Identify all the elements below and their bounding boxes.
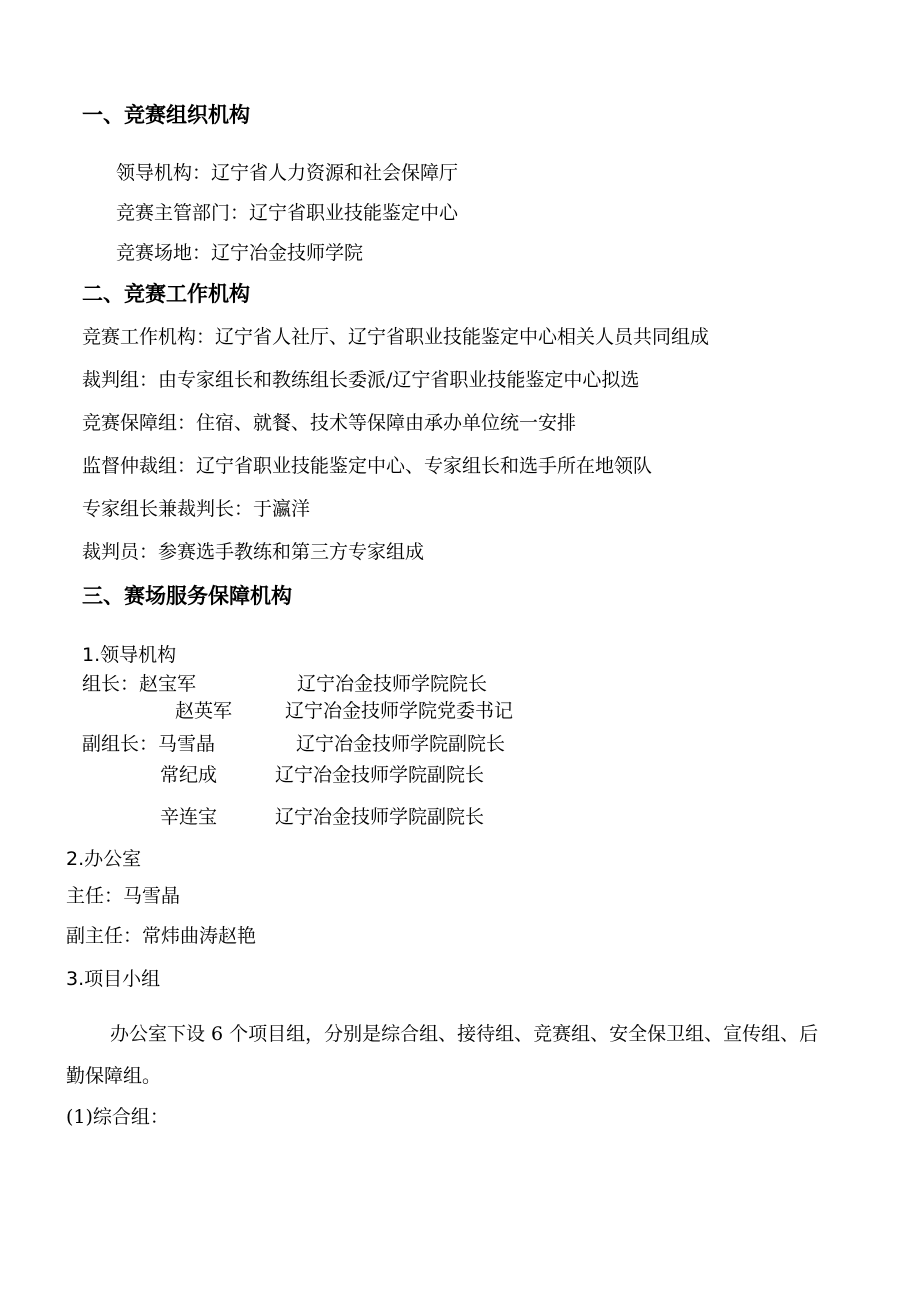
chief-referee-line: 专家组长兼裁判长：于瀛洋: [82, 498, 311, 520]
deputy-leader-name: 常纪成: [160, 764, 218, 786]
deputy-leader-title: 辽宁冶金技师学院副院长: [275, 764, 485, 786]
deputy-leader-name: 辛连宝: [160, 806, 218, 828]
office-deputy-line: 副主任：常炜曲涛赵艳: [66, 925, 257, 947]
arbitration-group-line: 监督仲裁组：辽宁省职业技能鉴定中心、专家组长和选手所在地领队: [82, 455, 653, 477]
deputy-leader-title: 辽宁冶金技师学院副院长: [275, 806, 485, 828]
leader-title: 辽宁冶金技师学院院长: [297, 673, 488, 695]
competition-department-line: 竞赛主管部门：辽宁省职业技能鉴定中心: [116, 202, 459, 224]
section-2-heading: 二、竞赛工作机构: [82, 282, 250, 306]
leadership-heading: 1.领导机构: [82, 644, 177, 666]
office-director-line: 主任：马雪晶: [66, 885, 181, 907]
work-body-line: 竞赛工作机构：辽宁省人社厅、辽宁省职业技能鉴定中心相关人员共同组成: [82, 326, 710, 348]
deputy-leader-title: 辽宁冶金技师学院副院长: [296, 733, 506, 755]
referee-group-line: 裁判组：由专家组长和教练组长委派/辽宁省职业技能鉴定中心拟选: [82, 369, 640, 391]
referees-line: 裁判员：参赛选手教练和第三方专家组成: [82, 541, 425, 563]
project-groups-paragraph: 办公室下设 6 个项目组，分别是综合组、接待组、竞赛组、安全保卫组、宣传组、后勤保障组。: [66, 1023, 819, 1087]
competition-venue-line: 竞赛场地：辽宁冶金技师学院: [116, 242, 364, 264]
support-group-line: 竞赛保障组：住宿、就餐、技术等保障由承办单位统一安排: [82, 412, 577, 434]
project-groups-heading: 3.项目小组: [66, 968, 161, 990]
leader-title: 辽宁冶金技师学院党委书记: [285, 700, 514, 722]
office-heading: 2.办公室: [66, 848, 142, 870]
deputy-leader-name: 副组长：马雪晶: [82, 733, 216, 755]
leader-name: 组长：赵宝军: [82, 673, 197, 695]
section-1-heading: 一、竞赛组织机构: [82, 103, 250, 127]
leading-body-line: 领导机构：辽宁省人力资源和社会保障厅: [116, 162, 459, 184]
general-group-subheading: (1)综合组：: [66, 1106, 169, 1128]
leader-name: 赵英军: [175, 700, 233, 722]
section-3-heading: 三、赛场服务保障机构: [82, 584, 292, 608]
